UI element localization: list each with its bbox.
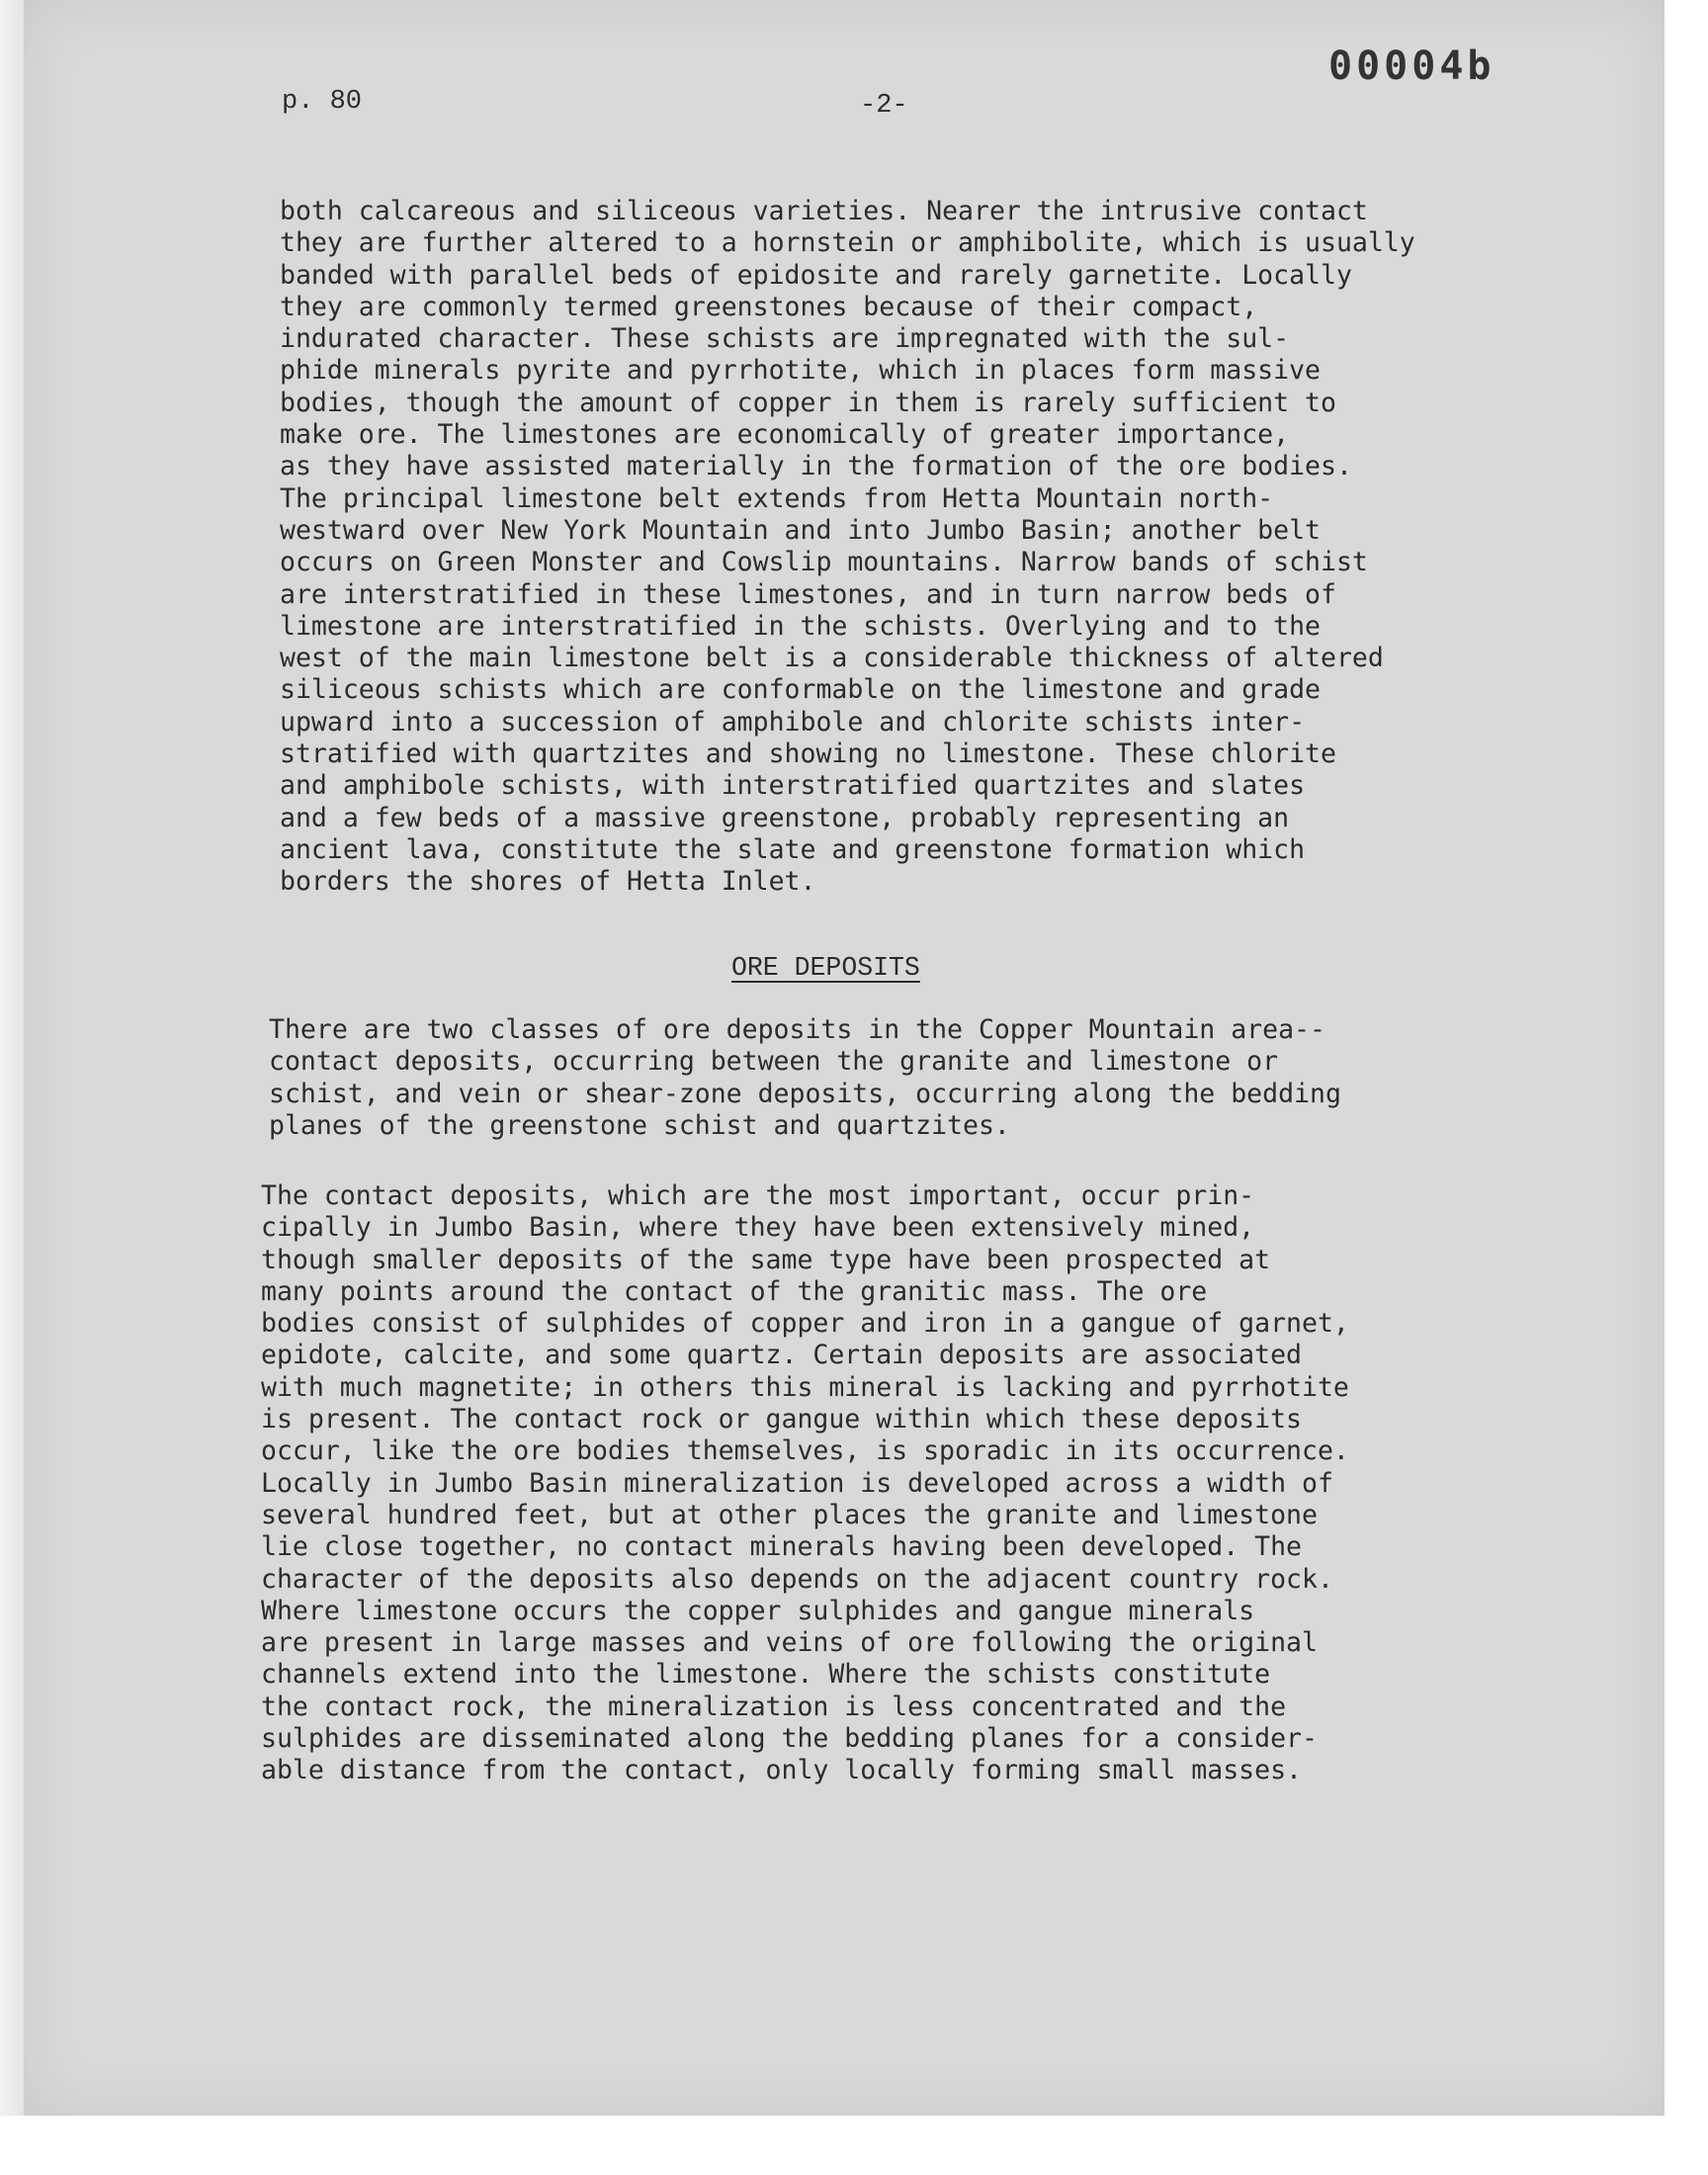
page-number: -2- [860,91,908,121]
text-line: limestone are interstratified in the schists. Overlying and to the [280,610,1321,642]
text-line: able distance from the contact, only locally forming small masses. [261,1755,1302,1786]
text-line: several hundred feet, but at other places the granite and limestone [261,1499,1318,1530]
text-line: indurated character. These schists are impregnated with the sul- [280,323,1290,355]
text-line: sulphides are disseminated along the bedding planes for a consider- [261,1723,1318,1755]
text-line: channels extend into the limestone. Where the schists constitute [261,1659,1271,1691]
text-line: ancient lava, constitute the slate and greenstone formation which [280,833,1306,865]
text-line: stratified with quartzites and showing no limestone. These chlorite [280,739,1336,770]
text-line: There are two classes of ore deposits in the Copper Mountain area-- [269,1014,1325,1045]
text-line: westward over New York Mountain and into Jumbo Basin; another belt [280,514,1321,546]
text-line: borders the shores of Hetta Inlet. [280,866,816,898]
text-line: the contact rock, the mineralization is less concentrated and the [261,1691,1287,1722]
text-line: character of the deposits also depends on the adjacent country rock. [261,1563,1333,1595]
text-line: is present. The contact rock or gangue within which these deposits [261,1404,1302,1436]
text-line: siliceous schists which are conformable on the limestone and grade [280,674,1321,706]
paragraph-contact-deposits [261,1180,1349,1787]
text-line: though smaller deposits of the same type have been prospected at [261,1244,1271,1275]
text-line: Locally in Jumbo Basin mineralization is developed across a width of [261,1467,1333,1499]
text-line: contact deposits, occurring between the granite and limestone or [269,1046,1279,1078]
text-line: they are further altered to a hornstein or amphibolite, which is usually [280,227,1415,259]
paragraph-ore-classes [269,1014,1341,1142]
text-line: with much magnetite; in others this mineral is lacking and pyrrhotite [261,1371,1349,1403]
text-line: both calcareous and siliceous varieties. Nearer the intrusive contact [280,196,1368,226]
text-line: The contact deposits, which are the most important, occur prin- [261,1180,1255,1211]
text-line: upward into a succession of amphibole and chlorite schists inter- [280,706,1306,738]
text-line: epidote, calcite, and some quartz. Certain deposits are associated [261,1340,1302,1371]
paragraph-geology [280,196,1415,899]
text-line: schist, and vein or shear-zone deposits, occurring along the bedding [269,1078,1341,1109]
text-line: many points around the contact of the granitic mass. The ore [261,1275,1208,1307]
text-line: The principal limestone belt extends from Hetta Mountain north- [280,482,1274,514]
text-line: and a few beds of a massive greenstone, probably representing an [280,802,1290,833]
text-line: lie close together, no contact minerals having been developed. The [261,1531,1302,1563]
document-stamp-number: 00004b [1328,44,1495,89]
text-line: occurs on Green Monster and Cowslip mountains. Narrow bands of schist [280,547,1368,578]
text-line: planes of the greenstone schist and quartzites. [269,1109,1010,1141]
text-line: Where limestone occurs the copper sulphides and gangue minerals [261,1595,1255,1626]
text-line: are present in large masses and veins of ore following the original [261,1627,1318,1659]
text-line: west of the main limestone belt is a considerable thickness of altered [280,643,1384,674]
text-line: they are commonly termed greenstones because of their compact, [280,291,1258,322]
text-line: bodies, though the amount of copper in them is rarely sufficient to [280,387,1336,418]
text-line: bodies consist of sulphides of copper and iron in a gangue of garnet, [261,1308,1349,1340]
text-line: make ore. The limestones are economically of greater importance, [280,419,1290,451]
text-line: occur, like the ore bodies themselves, is sporadic in its occurrence. [261,1436,1349,1467]
text-line: are interstratified in these limestones, and in turn narrow beds of [280,578,1336,610]
text-line: cipally in Jumbo Basin, where they have been extensively mined, [261,1212,1255,1244]
text-line: banded with parallel beds of epidosite and rarely garnetite. Locally [280,259,1352,291]
section-heading-ore-deposits: ORE DEPOSITS [731,953,920,983]
text-line: and amphibole schists, with interstratified quartzites and slates [280,770,1306,802]
text-line: as they have assisted materially in the formation of the ore bodies. [280,451,1352,482]
text-line: phide minerals pyrite and pyrrhotite, which in places form massive [280,355,1321,387]
page-reference: p. 80 [282,87,363,117]
